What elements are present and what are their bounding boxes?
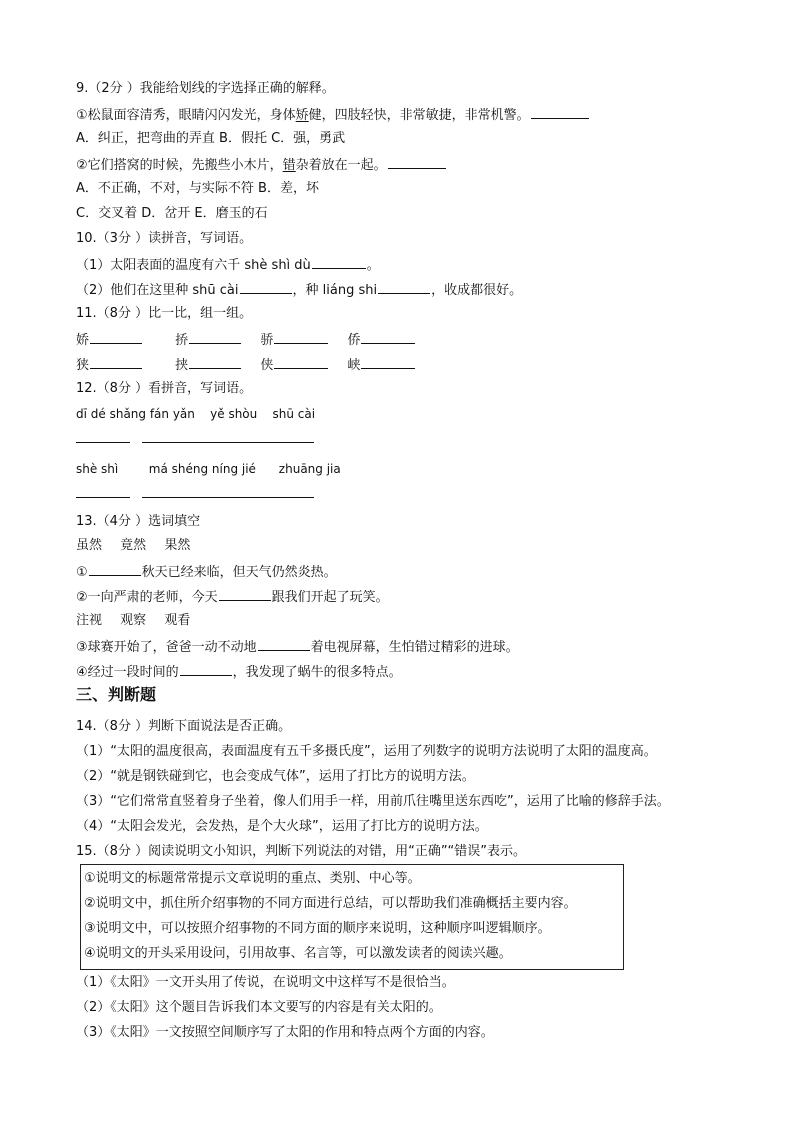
answer-blank[interactable]: [258, 637, 310, 651]
section-heading: 三、判断题: [76, 685, 157, 704]
q9-s1-text-end: 健，四肢轻快，非常敏捷，非常机警。: [308, 108, 530, 123]
answer-blank[interactable]: [219, 587, 271, 601]
q11-char: 狭: [76, 358, 90, 373]
q10-l1-text: （1）太阳表面的温度有六千 shè shì dù: [76, 258, 311, 273]
answer-blank[interactable]: [90, 330, 142, 344]
answer-line[interactable]: [76, 497, 130, 498]
word-choice: 观察: [120, 613, 147, 628]
q14-item-1: （1）“太阳的温度很高，表面温度有五千多摄氏度”，运用了列数字的说明方法说明了太阳的温度高。: [76, 744, 657, 759]
answer-blank[interactable]: [531, 105, 589, 119]
q13-heading: 13.（4分 ）选词填空: [76, 514, 201, 529]
q15-item-2: （2）《太阳》这个题目告诉我们本文要写的内容是有关太阳的。: [76, 1000, 442, 1015]
q9-s2-text-end: 杂着放在一起。: [295, 158, 387, 173]
q9-s2-text: ②它们搭窝的时候，先搬些小木片，: [76, 158, 283, 173]
q14-item-3: （3）“它们常常直竖着身子坐着，像人们用手一样，用前爪往嘴里送东西吃”，运用了比喻的修辞手法。: [76, 794, 670, 809]
q10-line-2: [76, 280, 522, 300]
q11-char: 挢: [175, 333, 189, 348]
q13-word-choices-2: [76, 612, 190, 630]
q14-item-4: （4）“太阳会发光，会发热，是个大火球”，运用了打比方的说明方法。: [76, 819, 488, 834]
q15-item-3: （3）《太阳》一文按照空间顺序写了太阳的作用和特点两个方面的内容。: [76, 1025, 494, 1040]
word-choice: 注视: [76, 613, 103, 628]
q11-row-2: [76, 355, 416, 375]
q12-pinyin-row-1: dī dé shǎng fán yǎn yě shòu shū cài: [76, 407, 316, 421]
q14-item-2: （2）“就是钢铁碰到它，也会变成气体”，运用了打比方的说明方法。: [76, 769, 475, 784]
q12-pinyin-row-2: shè shì má shéng níng jié zhuāng jia: [76, 462, 341, 476]
q11-char: 侨: [347, 333, 361, 348]
q13-sentence-1: [76, 562, 337, 582]
knowledge-item-4: ④说明文的开头采用设问，引用故事、名言等，可以激发读者的阅读兴趣。: [84, 946, 512, 961]
q10-l1-end: 。: [366, 258, 380, 273]
knowledge-item-1: ①说明文的标题常常提示文章说明的重点、类别、中心等。: [84, 871, 421, 886]
q13-s4-text: ④经过一段时间的: [76, 665, 179, 680]
answer-blank[interactable]: [189, 330, 241, 344]
q13-s1-text: 秋天已经来临，但天气仍然炎热。: [141, 565, 337, 580]
knowledge-item-3: ③说明文中，可以按照介绍事物的不同方面的顺序来说明，这种顺序叫逻辑顺序。: [84, 921, 551, 936]
word-choice: 观看: [164, 613, 191, 628]
q11-char: 峡: [347, 358, 361, 373]
q11-char: 娇: [76, 333, 90, 348]
word-choice: 竟然: [120, 538, 147, 553]
q13-s2-text: ②一向严肃的老师，今天: [76, 590, 218, 605]
q10-heading: 10.（3分 ）读拼音，写词语。: [76, 231, 253, 246]
q9-s1-underlined-char: 矫: [295, 108, 309, 123]
q10-l2-end: ，收成都很好。: [431, 283, 523, 298]
q9-sentence-2: [76, 155, 447, 175]
q9-options-2b: C．交叉着 D．岔开 E．磨玉的石: [76, 206, 268, 221]
q10-line-1: [76, 255, 380, 275]
answer-blank[interactable]: [274, 355, 328, 369]
q11-char: 骄: [260, 333, 274, 348]
q13-sentence-2: [76, 587, 389, 607]
q10-l2-text-mid: ，种 liáng shi: [292, 283, 378, 298]
q13-s1-num: ①: [76, 565, 88, 580]
answer-blank[interactable]: [388, 155, 446, 169]
answer-line[interactable]: [142, 497, 314, 498]
answer-blank[interactable]: [274, 330, 328, 344]
answer-line[interactable]: [76, 442, 130, 443]
q9-options-2a: A．不正确，不对，与实际不符 B．差，坏: [76, 181, 319, 196]
q13-word-choices-1: [76, 537, 190, 555]
answer-blank[interactable]: [361, 355, 415, 369]
q10-l2-text: （2）他们在这里种 shū cài: [76, 283, 239, 298]
word-choice: 虽然: [76, 538, 103, 553]
q9-s2-underlined-char: 错: [282, 158, 296, 173]
q11-char: 挟: [175, 358, 189, 373]
q13-sentence-4: [76, 662, 402, 682]
q9-heading: 9.（2分 ）我能给划线的字选择正确的解释。: [76, 81, 335, 96]
q13-s3-end: 着电视屏幕，生怕错过精彩的进球。: [310, 640, 519, 655]
q12-heading: 12.（8分 ）看拼音，写词语。: [76, 381, 253, 396]
answer-blank[interactable]: [180, 662, 232, 676]
word-choice: 果然: [164, 538, 191, 553]
q9-s1-text: ①松鼠面容清秀，眼睛闪闪发光，身体: [76, 108, 296, 123]
answer-blank[interactable]: [240, 280, 292, 294]
q15-item-1: （1）《太阳》一文开头用了传说，在说明文中这样写不是很恰当。: [76, 975, 455, 990]
q13-s3-text: ③球赛开始了，爸爸一动不动地: [76, 640, 257, 655]
answer-blank[interactable]: [90, 355, 142, 369]
answer-blank[interactable]: [189, 355, 241, 369]
q11-heading: 11.（8分 ）比一比，组一组。: [76, 306, 253, 321]
knowledge-item-2: ②说明文中，抓住所介绍事物的不同方面进行总结，可以帮助我们准确概括主要内容。: [84, 896, 577, 911]
q11-row-1: [76, 330, 416, 350]
answer-blank[interactable]: [378, 280, 430, 294]
answer-blank[interactable]: [89, 562, 141, 576]
q14-heading: 14.（8分 ）判断下面说法是否正确。: [76, 719, 292, 734]
answer-blank[interactable]: [361, 330, 415, 344]
q13-s2-end: 跟我们开起了玩笑。: [271, 590, 389, 605]
q9-sentence-1: [76, 105, 590, 125]
q11-char: 侠: [260, 358, 274, 373]
answer-blank[interactable]: [312, 255, 366, 269]
q15-heading: 15.（8分 ）阅读说明文小知识，判断下列说法的对错，用“正确”“错误”表示。: [76, 844, 527, 859]
q13-s4-end: ，我发现了蜗牛的很多特点。: [232, 665, 402, 680]
q13-sentence-3: [76, 637, 519, 657]
q9-options-1: A．纠正，把弯曲的弄直 B．假托 C．强，勇武: [76, 131, 346, 146]
answer-line[interactable]: [142, 442, 314, 443]
